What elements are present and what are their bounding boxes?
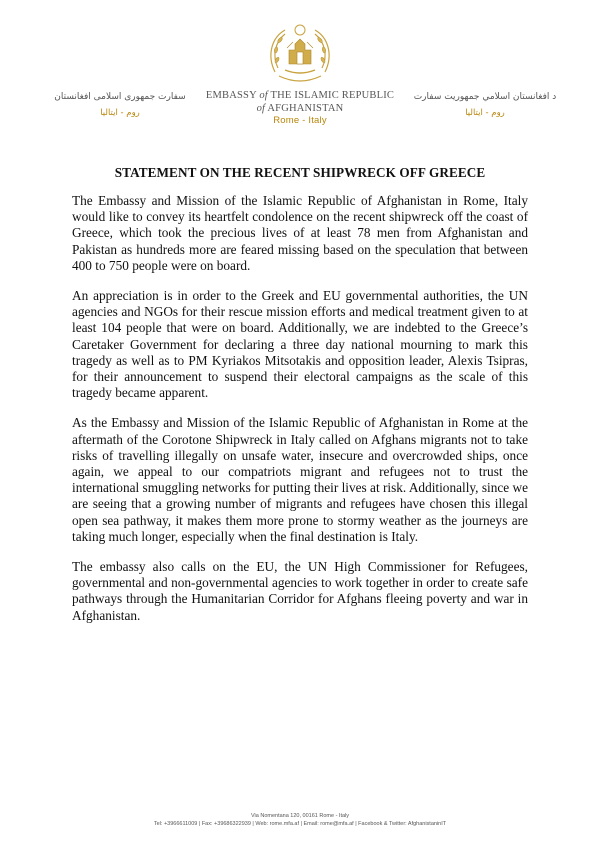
letterhead-pashto-city: روم - ایتالیا	[465, 108, 505, 118]
letterhead-pashto-name: د افغانستان اسلامي جمهوریت سفارت	[413, 92, 557, 102]
footer-address: Via Nomentana 120, 00161 Rome - Italy	[250, 813, 350, 819]
letterhead-dari	[40, 92, 200, 118]
footer-contact: Tel: +3966611009 | Fax: +39686322939 | Web: rome.mfa.af | Email: rome@mfa.af | Facebook & Twitter: AfghanistaninIT	[153, 821, 447, 827]
body-paragraph: An appreciation is in order to the Greek and EU governmental authorities, the UN agencies and NGOs for their rescue mission efforts and medical treatment given to at least 104 people that were on board. Additionally, we are indebted to the Greece’s Caretaker Government for declaring a three day national mourning to mark this tragedy as well as to PM Kyriakos Mitsotakis and opposition leader, Alexis Tsipras, for their announcement to suspend their electoral campaigns as the scale of this tragedy became apparent.	[72, 288, 528, 401]
afghanistan-emblem-icon	[265, 20, 335, 90]
letterhead-pashto	[400, 92, 570, 118]
letterhead-dari-city: روم - ایتالیا	[100, 108, 140, 118]
letterhead-english	[190, 90, 410, 128]
body-paragraph: The embassy also calls on the EU, the UN High Commissioner for Refugees, governmental and non-governmental agencies to work together in order to create safe pathways through the Humanitarian Corridor for Afghans fleeing poverty and war in Afghanistan.	[72, 559, 528, 623]
letterhead-dari-name: سفارت جمهوری اسلامی افغانستان	[54, 92, 186, 102]
statement-title: STATEMENT ON THE RECENT SHIPWRECK OFF GREECE	[114, 165, 486, 180]
letter-footer	[0, 812, 600, 828]
letterhead	[0, 0, 600, 140]
letterhead-embassy-line: EMBASSY of THE ISLAMIC REPUBLIC	[205, 90, 395, 101]
statement-body	[72, 193, 528, 638]
letterhead-country-line: of AFGHANISTAN	[256, 102, 344, 114]
letterhead-city: Rome - Italy	[273, 115, 327, 126]
body-paragraph: The Embassy and Mission of the Islamic Republic of Afghanistan in Rome, Italy would like to convey its heartfelt condolence on the recent shipwreck off the coast of Greece, which took the precious lives of at least 78 men from Afghanistan and Pakistan as hundreds more are feared missing based on the speculation that between 400 to 750 people were on board.	[72, 193, 528, 273]
body-paragraph: As the Embassy and Mission of the Islamic Republic of Afghanistan in Rome at the aftermath of the Corotone Shipwreck in Italy called on Afghans migrants not to take risks of travelling illegally on unsafe water, insecure and overcrowded ships, once again, we appeal to our compatriots migrant and refugees not to trust the international smuggling networks for putting their lives at risk. Additionally, since we are seeing that a growing number of migrants and refugees have chosen this illegal open sea pathway, it makes them more prone to stormy weather as the journeys are taking much longer, especially when the final destination is Italy.	[72, 415, 528, 544]
